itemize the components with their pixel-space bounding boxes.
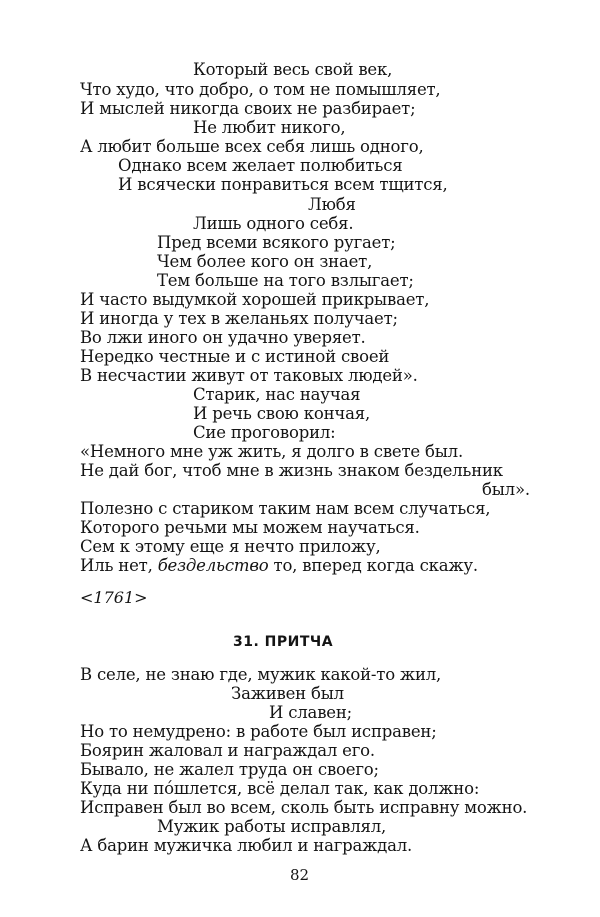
poem-line: Куда ни пóшлется, всё делал так, как должно:: [80, 779, 480, 798]
poem-line: Бывало, не жалел труда он своего;: [80, 760, 379, 779]
poem-line: Которого речьми мы можем научаться.: [80, 518, 420, 537]
poem-line: А барин мужичка любил и награждал.: [80, 836, 413, 855]
poem-line: «Немного мне уж жить, я долго в свете был.: [80, 442, 463, 461]
poem-line: Нередко честные и с истиной своей: [80, 347, 390, 366]
poem-line: И часто выдумкой хорошей прикрывает,: [80, 290, 430, 309]
poem-line: Чем более кого он знает,: [157, 252, 373, 271]
poem-line: И мыслей никогда своих не разбирает;: [80, 99, 416, 118]
poem-line: Во лжи иного он удачно уверяет.: [80, 328, 366, 347]
line-text: Иль нет,: [80, 556, 158, 575]
poem-line: Исправен был во всем, сколь быть исправну можно.: [80, 798, 528, 817]
poem-line: Но то немудрено: в работе был исправен;: [80, 722, 437, 741]
poem-line: Боярин жаловал и награждал его.: [80, 741, 375, 760]
poem-line: А любит больше всех себя лишь одного,: [80, 137, 424, 156]
poem-line: Сем к этому еще я нечто приложу,: [80, 537, 381, 556]
poem-line: Старик, нас научая: [193, 385, 361, 404]
poem-date: <1761>: [80, 588, 148, 607]
poem-line: был».: [482, 480, 530, 499]
poem-line-with-italic: [80, 556, 478, 576]
poem-line: Не любит никого,: [193, 118, 346, 137]
poem-line: И речь свою кончая,: [193, 404, 371, 423]
poem-line: И всячески понравиться всем тщится,: [118, 175, 448, 194]
poem-line: Сие проговорил:: [193, 423, 336, 442]
poem-line: Тем больше на того взлыгает;: [157, 271, 414, 290]
poem-line: Лишь одного себя.: [193, 214, 354, 233]
poem-line: Однако всем желает полюбиться: [118, 156, 403, 175]
poem-line: И славен;: [269, 703, 353, 722]
poem-line: В селе, не знаю где, мужик какой-то жил,: [80, 665, 442, 684]
poem-line: Полезно с стариком таким нам всем случаться,: [80, 499, 491, 518]
poem-line: Мужик работы исправлял,: [157, 817, 387, 836]
poem-line: И иногда у тех в желаньях получает;: [80, 309, 398, 328]
poem-line: Который весь свой век,: [193, 60, 393, 79]
page-number: 82: [290, 866, 310, 884]
poem-line: Пред всеми всякого ругает;: [157, 233, 396, 252]
poem-line: Не дай бог, чтоб мне в жизнь знаком бездельник: [80, 461, 503, 480]
poem-line: Любя: [308, 195, 356, 214]
poem-line: В несчастии живут от таковых людей».: [80, 366, 418, 385]
poem-line: Заживен был: [231, 684, 344, 703]
italic-word: бездельство: [157, 556, 269, 575]
section-heading: 31. ПРИТЧА: [233, 634, 334, 650]
line-text: то, вперед когда скажу.: [268, 556, 478, 575]
poem-line: Что худо, что добро, о том не помышляет,: [80, 80, 441, 99]
